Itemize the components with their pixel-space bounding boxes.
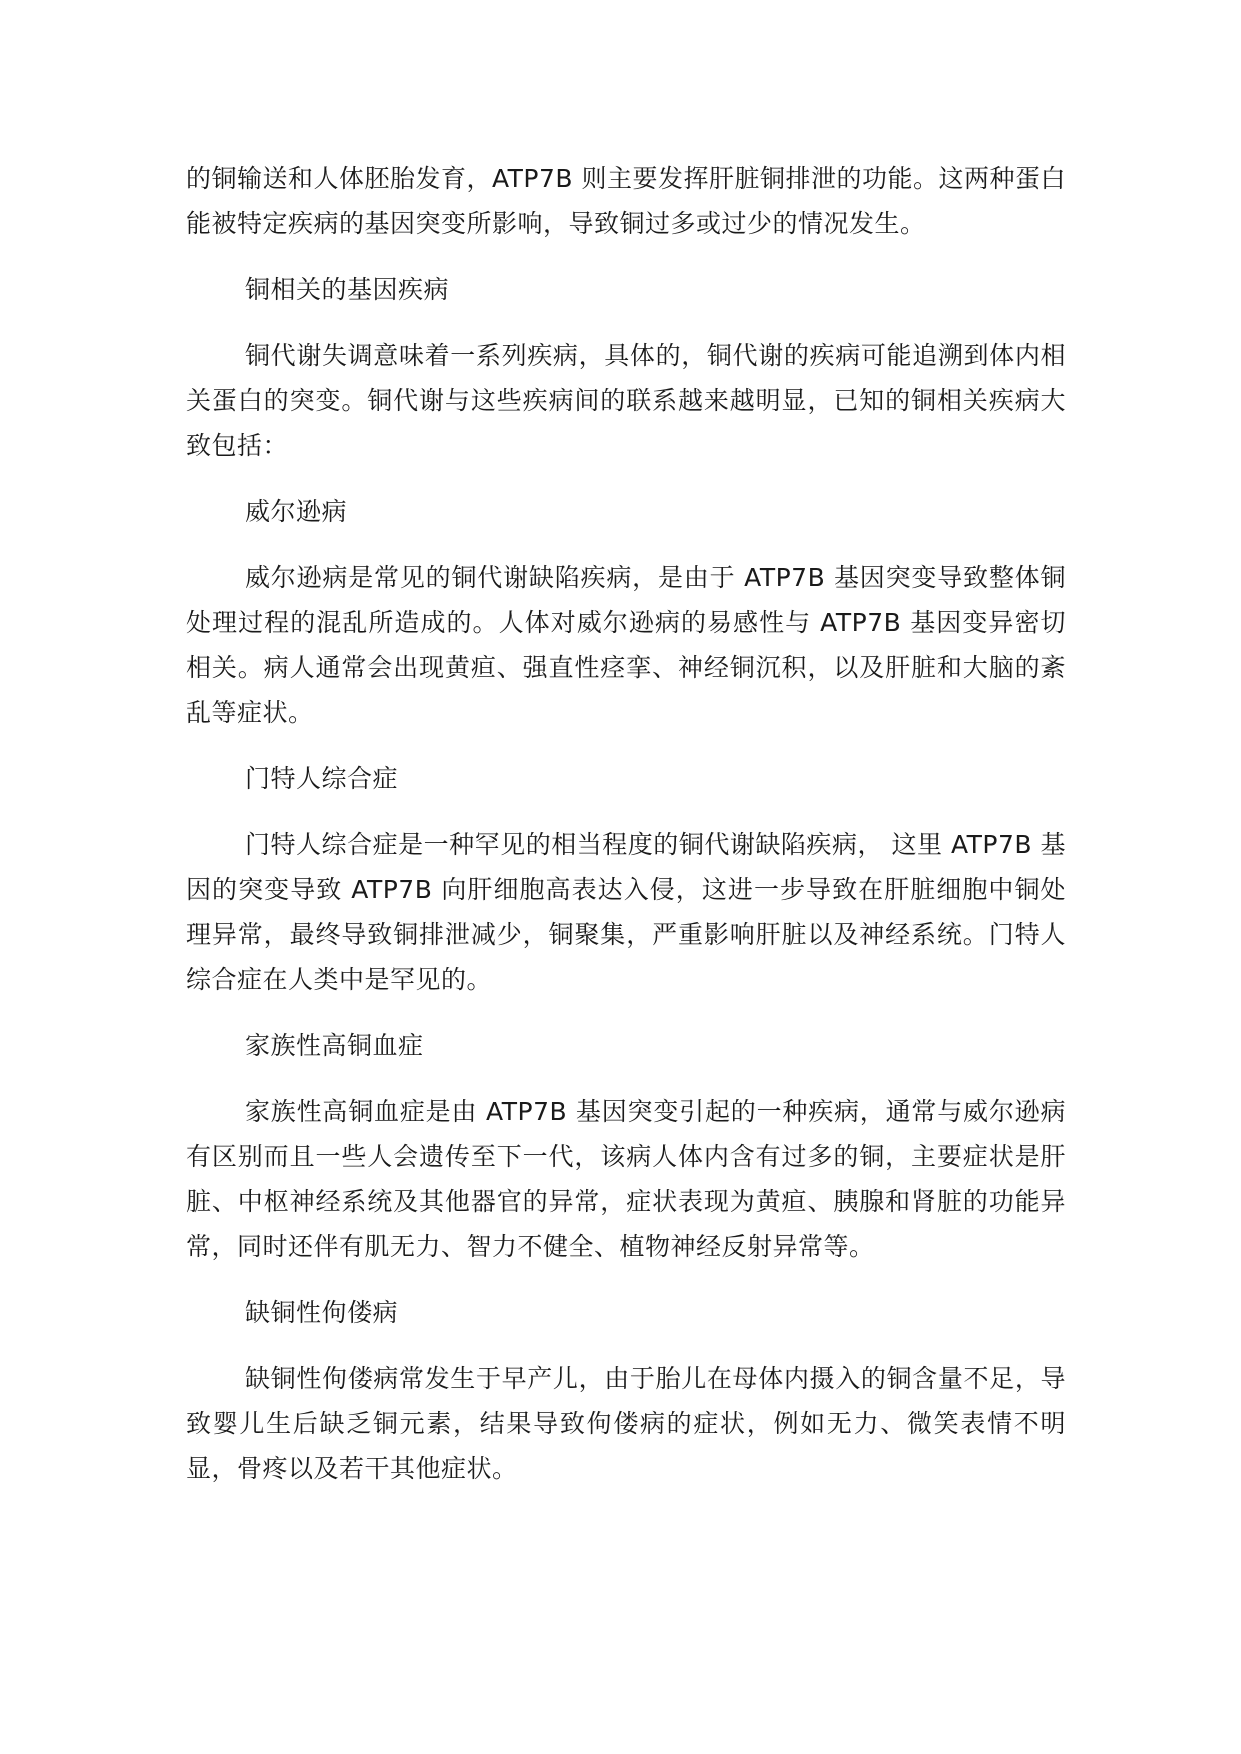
intro-paragraph: 的铜输送和人体胚胎发育，ATP7B 则主要发挥肝脏铜排泄的功能。这两种蛋白能被特定疾病的基因突变所影响，导致铜过多或过少的情况发生。 (186, 164, 1067, 238)
disease-paragraph-menkes: 门特人综合症是一种罕见的相当程度的铜代谢缺陷疾病， 这里 ATP7B 基因的突变导致 ATP7B 向肝细胞高表达入侵，这进一步导致在肝脏细胞中铜处理异常，最终导致铜排泄减少，铜聚集，严重影响肝脏以及神经系统。门特人综合症在人类中是罕见的。 (186, 830, 1066, 994)
disease-paragraph-wilson: 威尔逊病是常见的铜代谢缺陷疾病，是由于 ATP7B 基因突变导致整体铜处理过程的混乱所造成的。人体对威尔逊病的易感性与 ATP7B 基因变异密切相关。病人通常会出现黄疸、强直性痉挛、神经铜沉积，以及肝脏和大脑的紊乱等症状。 (186, 563, 1066, 727)
section-heading: 铜相关的基因疾病 (245, 275, 450, 304)
document-body (186, 156, 1066, 1491)
disease-paragraph-familial-hypercupremia: 家族性高铜血症是由 ATP7B 基因突变引起的一种疾病，通常与威尔逊病有区别而且一些人会遗传至下一代，该病人体内含有过多的铜，主要症状是肝脏、中枢神经系统及其他器官的异常，症状表现为黄疸、胰腺和肾脏的功能异常，同时还伴有肌无力、智力不健全、植物神经反射异常等。 (186, 1097, 1066, 1261)
disease-heading-wilson: 威尔逊病 (245, 497, 348, 526)
disease-paragraph-copper-deficiency-rickets: 缺铜性佝偻病常发生于早产儿，由于胎儿在母体内摄入的铜含量不足，导致婴儿生后缺乏铜元素，结果导致佝偻病的症状，例如无力、微笑表情不明显，骨疼以及若干其他症状。 (186, 1364, 1066, 1483)
disease-heading-copper-deficiency-rickets: 缺铜性佝偻病 (245, 1298, 399, 1327)
disease-heading-menkes: 门特人综合症 (245, 764, 399, 793)
disease-heading-familial-hypercupremia: 家族性高铜血症 (245, 1031, 424, 1060)
section-paragraph: 铜代谢失调意味着一系列疾病，具体的，铜代谢的疾病可能追溯到体内相关蛋白的突变。铜代谢与这些疾病间的联系越来越明显，已知的铜相关疾病大致包括： (186, 341, 1066, 460)
